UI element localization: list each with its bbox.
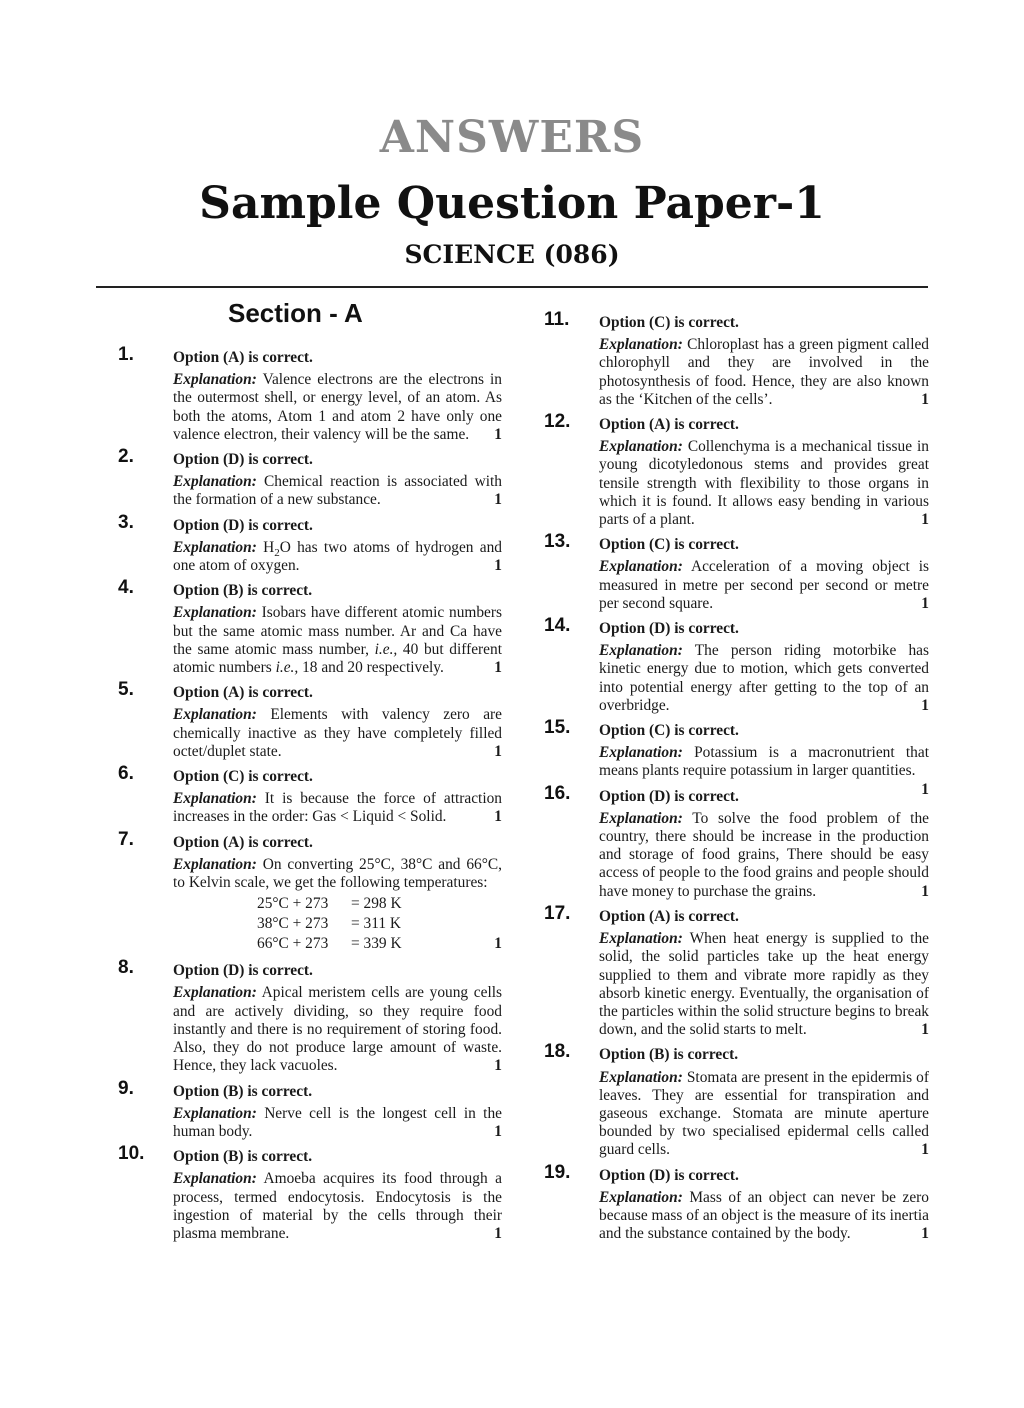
question-number: 16. <box>544 782 571 804</box>
kelvin-calculations <box>257 895 502 955</box>
explanation-text: When heat energy is supplied to the solid, the solid particles take up the heat energy supplied to them and vibrate more rapidly as they absorb kinetic energy. Eventually, the organisation of the particles within the solid structure begins to break down, and the solid starts to melt. <box>599 930 929 1039</box>
explanation-label: Explanation: <box>173 706 257 724</box>
explanation <box>599 558 929 613</box>
marks: 1 <box>921 696 929 714</box>
question-number: 14. <box>544 615 571 637</box>
explanation <box>173 604 502 677</box>
explanation <box>173 1170 502 1243</box>
explanation-label: Explanation: <box>599 642 683 660</box>
correct-option: Option (A) is correct. <box>599 416 739 434</box>
marks: 1 <box>494 425 502 443</box>
explanation <box>599 1189 929 1244</box>
marks: 1 <box>921 511 929 529</box>
question-number: 7. <box>118 828 134 850</box>
explanation <box>173 790 502 826</box>
marks: 1 <box>494 1057 502 1075</box>
answer-item-16 <box>544 782 929 901</box>
answer-item-6 <box>118 763 502 827</box>
calculation-lhs: 38°C + 273 <box>257 915 329 933</box>
question-number: 3. <box>118 511 134 533</box>
explanation-label: Explanation: <box>599 336 683 354</box>
explanation-label: Explanation: <box>599 558 683 576</box>
answer-item-13 <box>544 531 930 613</box>
explanation-text: H <box>263 538 275 556</box>
answer-item-10 <box>118 1143 503 1243</box>
correct-option: Option (A) is correct. <box>599 907 739 925</box>
marks: 1 <box>921 882 929 900</box>
explanation-label: Explanation: <box>599 809 683 827</box>
question-number: 10. <box>118 1143 145 1165</box>
question-number: 12. <box>544 411 571 433</box>
explanation-text: 18 and 20 respectively. <box>298 659 444 677</box>
correct-option: Option (B) is correct. <box>173 1082 313 1100</box>
explanation <box>599 336 929 409</box>
explanation <box>173 539 502 575</box>
question-number: 15. <box>544 717 571 739</box>
correct-option: Option (C) is correct. <box>599 536 739 554</box>
explanation-label: Explanation: <box>173 855 257 873</box>
question-number: 8. <box>118 957 134 979</box>
answer-item-4 <box>118 577 502 677</box>
marks: 1 <box>921 1225 929 1243</box>
explanation-text: Apical meristem cells are young cells and are actively dividing, so they require food instantly and there is no requirement of storing food. Also, they do not produce large amount of waste. Hence, they lack vacuoles. <box>173 984 502 1075</box>
marks: 1 <box>921 390 929 408</box>
explanation-label: Explanation: <box>173 473 257 491</box>
question-number: 9. <box>118 1077 134 1099</box>
explanation-text: Amoeba acquires its food through a process, termed endocytosis. Endocytosis is the ingestion of material by the cells through their plasma membrane. <box>173 1170 503 1242</box>
calculation-lhs: 66°C + 273 <box>257 935 329 953</box>
question-number: 18. <box>544 1041 571 1063</box>
italic-ie: i.e., <box>374 640 398 658</box>
marks: 1 <box>921 1141 929 1159</box>
explanation <box>173 371 502 444</box>
correct-option: Option (D) is correct. <box>173 516 313 534</box>
explanation-text: Potassium is a macronutrient that means plants require potassium in larger quantities. <box>599 744 929 780</box>
explanation-label: Explanation: <box>173 604 257 622</box>
answer-item-2 <box>118 446 502 510</box>
calculation-rhs: = 311 K <box>351 915 402 933</box>
explanation-text: Valence electrons are the electrons in the outermost shell, or energy level, of an atom. As both the atoms, Atom 1 and atom 2 have only one valence electron, their valency will be the same. <box>173 371 502 443</box>
correct-option: Option (D) is correct. <box>173 962 313 980</box>
calculation-rhs: = 339 K <box>351 935 402 953</box>
correct-option: Option (B) is correct. <box>599 1046 739 1064</box>
calculation-line <box>257 895 502 915</box>
correct-option: Option (B) is correct. <box>173 1148 313 1166</box>
question-number: 1. <box>118 344 134 365</box>
explanation-label: Explanation: <box>173 538 257 556</box>
question-number: 13. <box>544 531 571 553</box>
question-number: 11. <box>544 309 570 330</box>
calculation-lhs: 25°C + 273 <box>257 895 329 913</box>
answer-item-8 <box>118 957 502 1075</box>
explanation-text: Acceleration of a moving object is measured in metre per second per second or metre per second square. <box>599 558 930 612</box>
correct-option: Option (D) is correct. <box>599 620 739 638</box>
marks: 1 <box>494 557 502 575</box>
explanation <box>173 1105 502 1141</box>
marks: 1 <box>494 1122 502 1140</box>
marks: 1 <box>494 1224 502 1242</box>
answer-item-12 <box>544 411 929 529</box>
correct-option: Option (D) is correct. <box>599 1166 739 1184</box>
explanation <box>173 706 502 761</box>
answer-item-17 <box>544 902 929 1039</box>
correct-option: Option (C) is correct. <box>599 314 739 331</box>
calculation-line <box>257 935 502 955</box>
explanation-label: Explanation: <box>173 1170 257 1188</box>
correct-option: Option (D) is correct. <box>173 451 313 469</box>
answer-item-3 <box>118 511 502 576</box>
explanation <box>173 856 502 892</box>
calculation-line <box>257 915 502 935</box>
answers-heading: ANSWERS <box>379 112 645 163</box>
subscript: 2 <box>274 546 280 559</box>
correct-option: Option (A) is correct. <box>173 349 313 366</box>
explanation-label: Explanation: <box>173 371 257 389</box>
explanation-text: On converting 25°C, 38°C and 66°C, to Kelvin scale, we get the following temperatures: <box>173 855 502 892</box>
answer-item-19 <box>544 1161 929 1244</box>
marks: 1 <box>494 808 502 826</box>
marks: 1 <box>494 935 502 953</box>
section-title: Section - A <box>228 298 363 328</box>
explanation <box>173 473 502 509</box>
explanation-text: Chemical reaction is associated with the formation of a new substance. <box>173 473 502 509</box>
explanation-text: Mass of an object can never be zero because mass of an object is the measure of its inertia and the substance contained by the body. <box>599 1188 929 1243</box>
explanation <box>173 984 502 1075</box>
marks: 1 <box>921 594 929 612</box>
paper-title: Sample Question Paper-1 <box>199 178 825 229</box>
italic-ie: i.e., <box>275 659 299 677</box>
explanation <box>599 642 929 715</box>
explanation-text: Nerve cell is the longest cell in the human body. <box>173 1104 502 1140</box>
correct-option: Option (C) is correct. <box>173 768 313 786</box>
explanation-label: Explanation: <box>173 1104 257 1122</box>
question-number: 4. <box>118 577 134 599</box>
explanation-label: Explanation: <box>599 744 683 762</box>
explanation <box>599 1069 929 1160</box>
explanation-text: Chloroplast has a green pigment called chlorophyll and they are involved in the photosynthesis of food. Hence, they are also known as the ‘Kitchen of the cells’. <box>599 336 929 408</box>
correct-option: Option (B) is correct. <box>173 582 313 600</box>
marks: 1 <box>494 491 502 509</box>
correct-option: Option (A) is correct. <box>173 833 313 851</box>
explanation-label: Explanation: <box>599 1068 683 1086</box>
explanation-text: 40 but different atomic numbers <box>173 640 502 677</box>
question-number: 19. <box>544 1161 571 1183</box>
explanation-text: The person riding motorbike has kinetic energy due to motion, which gets converted into potential energy after getting to the top of an overbridge. <box>599 642 930 714</box>
question-number: 17. <box>544 902 571 924</box>
answer-item-11 <box>544 309 929 409</box>
calculation-rhs: = 298 K <box>351 895 402 913</box>
explanation-text: Elements with valency zero are chemically inactive as they have completely filled octet/duplet state. <box>173 706 502 760</box>
explanation-text: To solve the food problem of the country, there should be increase in the production and storage of food grains, There should be easy access of people to the food grains and people should have money to purchase the grains. <box>599 809 929 900</box>
answer-item-1 <box>118 344 502 444</box>
explanation <box>599 810 929 901</box>
explanation <box>599 438 929 529</box>
explanation <box>599 930 929 1039</box>
correct-option: Option (C) is correct. <box>599 722 739 740</box>
subject-title: SCIENCE (086) <box>404 240 620 269</box>
explanation-label: Explanation: <box>599 930 683 948</box>
answer-item-5 <box>118 679 502 761</box>
answers-column-right <box>544 309 930 1250</box>
correct-option: Option (D) is correct. <box>599 787 739 805</box>
answers-column-left <box>118 344 503 1250</box>
explanation-text: Stomata are present in the epidermis of leaves. They are essential for transpiration and gaseous exchange. Stomata are minute aperture bounded by two specialised epidermal cells called guard cells. <box>599 1068 929 1159</box>
question-number: 2. <box>118 446 134 468</box>
explanation-label: Explanation: <box>599 1188 683 1206</box>
explanation-label: Explanation: <box>173 984 257 1002</box>
answer-item-18 <box>544 1041 929 1159</box>
answer-item-14 <box>544 615 930 715</box>
explanation-label: Explanation: <box>599 438 683 456</box>
explanation-text: It is because the force of attraction increases in the order: Gas < Liquid < Solid. <box>173 790 502 826</box>
explanation-text: Collenchyma is a mechanical tissue in young dicotyledonous stems and provides great tensile strength with flexibility to those organs in which it is found. It allows easy bending in various parts of a plant. <box>599 438 929 529</box>
explanation-label: Explanation: <box>173 790 257 808</box>
marks: 1 <box>494 742 502 760</box>
explanation-text: Isobars have different atomic numbers but the same atomic mass number. Ar and Ca have the same atomic mass number, <box>173 604 502 658</box>
answer-item-7 <box>118 828 502 956</box>
explanation-text: O has two atoms of hydrogen and one atom of oxygen. <box>173 538 502 575</box>
answer-item-9 <box>118 1077 502 1142</box>
question-number: 6. <box>118 763 134 785</box>
correct-option: Option (A) is correct. <box>173 684 313 702</box>
question-number: 5. <box>118 679 134 701</box>
marks: 1 <box>921 780 929 798</box>
header-divider <box>96 286 928 288</box>
marks: 1 <box>921 1021 929 1039</box>
marks: 1 <box>494 659 502 677</box>
